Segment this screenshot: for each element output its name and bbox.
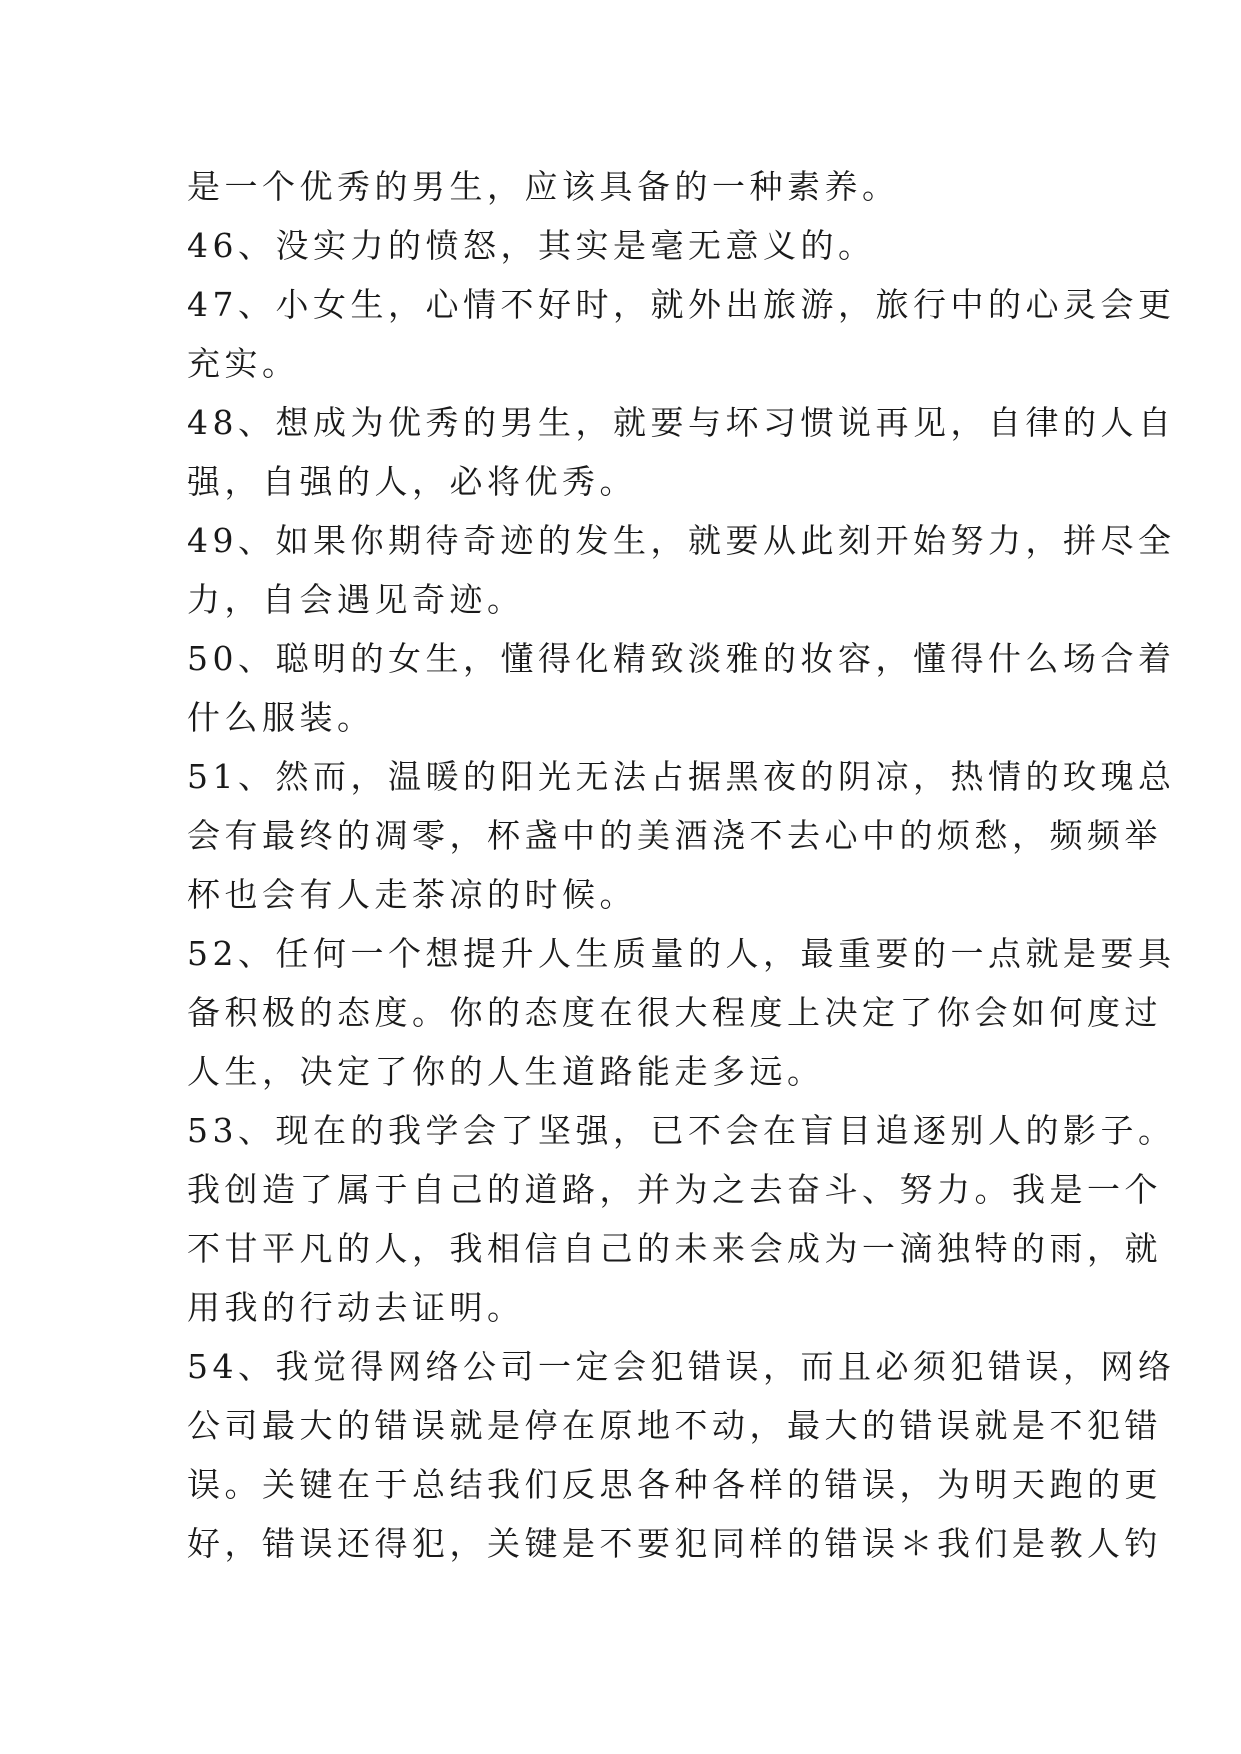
text-line: 公司最大的错误就是停在原地不动，最大的错误就是不犯错	[187, 1406, 1162, 1445]
text-line: 54、我觉得网络公司一定会犯错误，而且必须犯错误，网络	[187, 1347, 1176, 1386]
body-text	[187, 157, 1176, 1573]
text-line: 什么服装。	[187, 698, 375, 737]
text-line: 会有最终的凋零，杯盏中的美酒浇不去心中的烦愁，频频举	[187, 816, 1162, 855]
text-line: 52、任何一个想提升人生质量的人，最重要的一点就是要具	[187, 934, 1176, 973]
text-line: 是一个优秀的男生，应该具备的一种素养。	[187, 167, 900, 206]
text-line: 50、聪明的女生，懂得化精致淡雅的妆容，懂得什么场合着	[187, 639, 1176, 678]
text-line: 51、然而，温暖的阳光无法占据黑夜的阴凉，热情的玫瑰总	[187, 757, 1176, 796]
text-line: 备积极的态度。你的态度在很大程度上决定了你会如何度过	[187, 993, 1162, 1032]
text-line: 误。关键在于总结我们反思各种各样的错误，为明天跑的更	[187, 1465, 1162, 1504]
text-line: 46、没实力的愤怒，其实是毫无意义的。	[187, 226, 876, 265]
text-line: 充实。	[187, 344, 300, 383]
text-line: 我创造了属于自己的道路，并为之去奋斗、努力。我是一个	[187, 1170, 1162, 1209]
text-line: 人生，决定了你的人生道路能走多远。	[187, 1052, 825, 1091]
text-line: 强，自强的人，必将优秀。	[187, 462, 637, 501]
text-line: 杯也会有人走茶凉的时候。	[187, 875, 637, 914]
text-line: 49、如果你期待奇迹的发生，就要从此刻开始努力，拼尽全	[187, 521, 1176, 560]
text-line: 47、小女生，心情不好时，就外出旅游，旅行中的心灵会更	[187, 285, 1176, 324]
text-line: 48、想成为优秀的男生，就要与坏习惯说再见，自律的人自	[187, 403, 1176, 442]
text-line: 力，自会遇见奇迹。	[187, 580, 525, 619]
text-line: 不甘平凡的人，我相信自己的未来会成为一滴独特的雨，就	[187, 1229, 1162, 1268]
text-line: 用我的行动去证明。	[187, 1288, 525, 1327]
text-line: 好，错误还得犯，关键是不要犯同样的错误＊我们是教人钓	[187, 1524, 1162, 1563]
text-line: 53、现在的我学会了坚强，已不会在盲目追逐别人的影子。	[187, 1111, 1176, 1150]
